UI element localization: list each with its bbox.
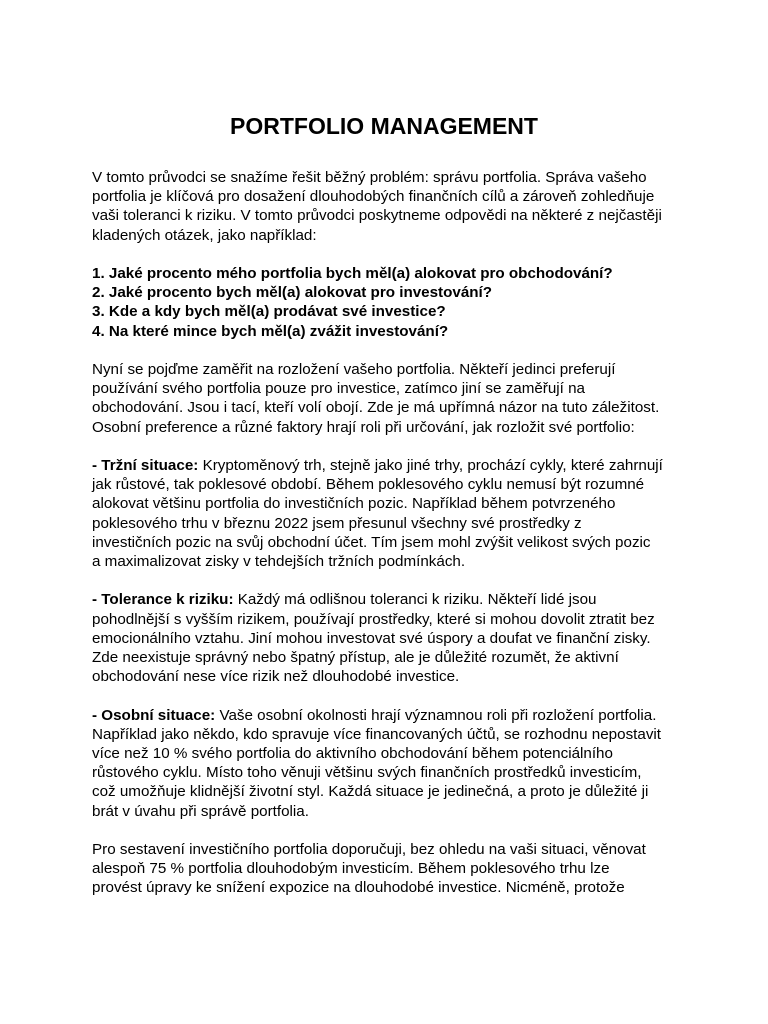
allocation-line: používání svého portfolia pouze pro investice, zatímco jiní se zaměřují na xyxy=(92,380,586,398)
intro-line: vaši toleranci k riziku. V tomto průvodci poskytneme odpovědi na některé z nejčastěji xyxy=(92,207,662,225)
personal-line: brát v úvahu při správě portfolia. xyxy=(92,802,309,820)
risk-text: Každý má odlišnou toleranci k riziku. Někteří lidé jsou xyxy=(233,591,597,609)
market-line xyxy=(92,456,702,475)
risk-tolerance-heading: - Tolerance k riziku: xyxy=(92,591,234,609)
question-item: 3. Kde a kdy bych měl(a) prodávat své investice? xyxy=(92,303,446,321)
personal-line: což umožňuje klidnější životní styl. Každá situace je jedinečná, a proto je důležité ji xyxy=(92,783,649,801)
allocation-intro-paragraph xyxy=(92,360,702,437)
risk-line: Zde neexistuje správný nebo špatný přístup, ale je důležité rozumět, že aktivní xyxy=(92,649,619,667)
closing-line: alespoň 75 % portfolia dlouhodobým investicím. Během poklesového trhu lze xyxy=(92,860,610,878)
market-situation-heading: - Tržní situace: xyxy=(92,457,199,474)
question-item: 2. Jaké procento bych měl(a) alokovat pro investování? xyxy=(92,284,493,302)
market-line: investičních pozic na svůj obchodní účet. Tím jsem mohl zvýšit velikost svých pozic xyxy=(92,533,651,551)
personal-line: více než 10 % svého portfolia do aktivního obchodování během potenciálního xyxy=(92,745,613,763)
questions-list xyxy=(92,264,702,341)
personal-text: Vaše osobní okolnosti hrají významnou roli při rozložení portfolia. xyxy=(215,706,657,724)
market-situation-paragraph xyxy=(92,456,702,571)
page-title: PORTFOLIO MANAGEMENT xyxy=(230,113,538,139)
closing-paragraph xyxy=(92,840,702,898)
allocation-line: Nyní se pojďme zaměřit na rozložení vašeho portfolia. Někteří jedinci preferují xyxy=(92,361,616,378)
risk-tolerance-paragraph xyxy=(92,590,702,686)
intro-paragraph xyxy=(92,168,702,245)
closing-line: provést úpravy ke snížení expozice na dlouhodobé investice. Nicméně, protože xyxy=(92,879,625,897)
personal-line: růstového cyklu. Místo toho věnuji většinu svých finančních prostředků investicím, xyxy=(92,764,642,782)
market-line: poklesového trhu v březnu 2022 jsem přesunul všechny své prostředky z xyxy=(92,514,582,532)
market-line: jak růstové, tak poklesové období. Během poklesového cyklu nemusí být rozumné xyxy=(92,476,645,494)
risk-line: pohodlnější s vyšším rizikem, používají prostředky, které si mohou dovolit ztratit bez xyxy=(92,610,655,628)
personal-line xyxy=(92,706,702,725)
document-body xyxy=(92,168,702,917)
intro-line: portfolia je klíčová pro dosažení dlouhodobých finančních cílů a zároveň zohledňuje xyxy=(92,188,655,206)
risk-line: emocionálního vztahu. Jiní mohou investovat své úspory a doufat ve finanční zisky. xyxy=(92,629,651,647)
risk-line xyxy=(92,590,702,609)
question-item: 4. Na které mince bych měl(a) zvážit investování? xyxy=(92,322,449,340)
market-line: a maximalizovat zisky v tehdejších tržních podmínkách. xyxy=(92,553,466,571)
question-item: 1. Jaké procento mého portfolia bych měl(a) alokovat pro obchodování? xyxy=(92,265,613,282)
personal-line: Například jako někdo, kdo spravuje více financovaných účtů, se rozhodnu nepostavit xyxy=(92,725,662,743)
allocation-line: Osobní preference a různé faktory hrají roli při určování, jak rozložit své portfolio: xyxy=(92,418,635,436)
intro-line: kladených otázek, jako například: xyxy=(92,226,317,244)
allocation-line: obchodování. Jsou i tací, kteří volí obojí. Zde je má upřímná názor na tuto záležitost. xyxy=(92,399,660,417)
risk-line: obchodování nese více rizik než dlouhodobé investice. xyxy=(92,668,460,686)
closing-line: Pro sestavení investičního portfolia doporučuji, bez ohledu na vaši situaci, věnovat xyxy=(92,841,646,859)
market-line: alokovat většinu portfolia do investičních pozic. Například během potvrzeného xyxy=(92,495,616,513)
personal-situation-heading: - Osobní situace: xyxy=(92,706,216,724)
personal-situation-paragraph xyxy=(92,706,702,821)
market-text: Kryptoměnový trh, stejně jako jiné trhy, prochází cykly, které zahrnují xyxy=(198,457,663,474)
intro-line: V tomto průvodci se snažíme řešit běžný problém: správu portfolia. Správa vašeho xyxy=(92,169,647,186)
